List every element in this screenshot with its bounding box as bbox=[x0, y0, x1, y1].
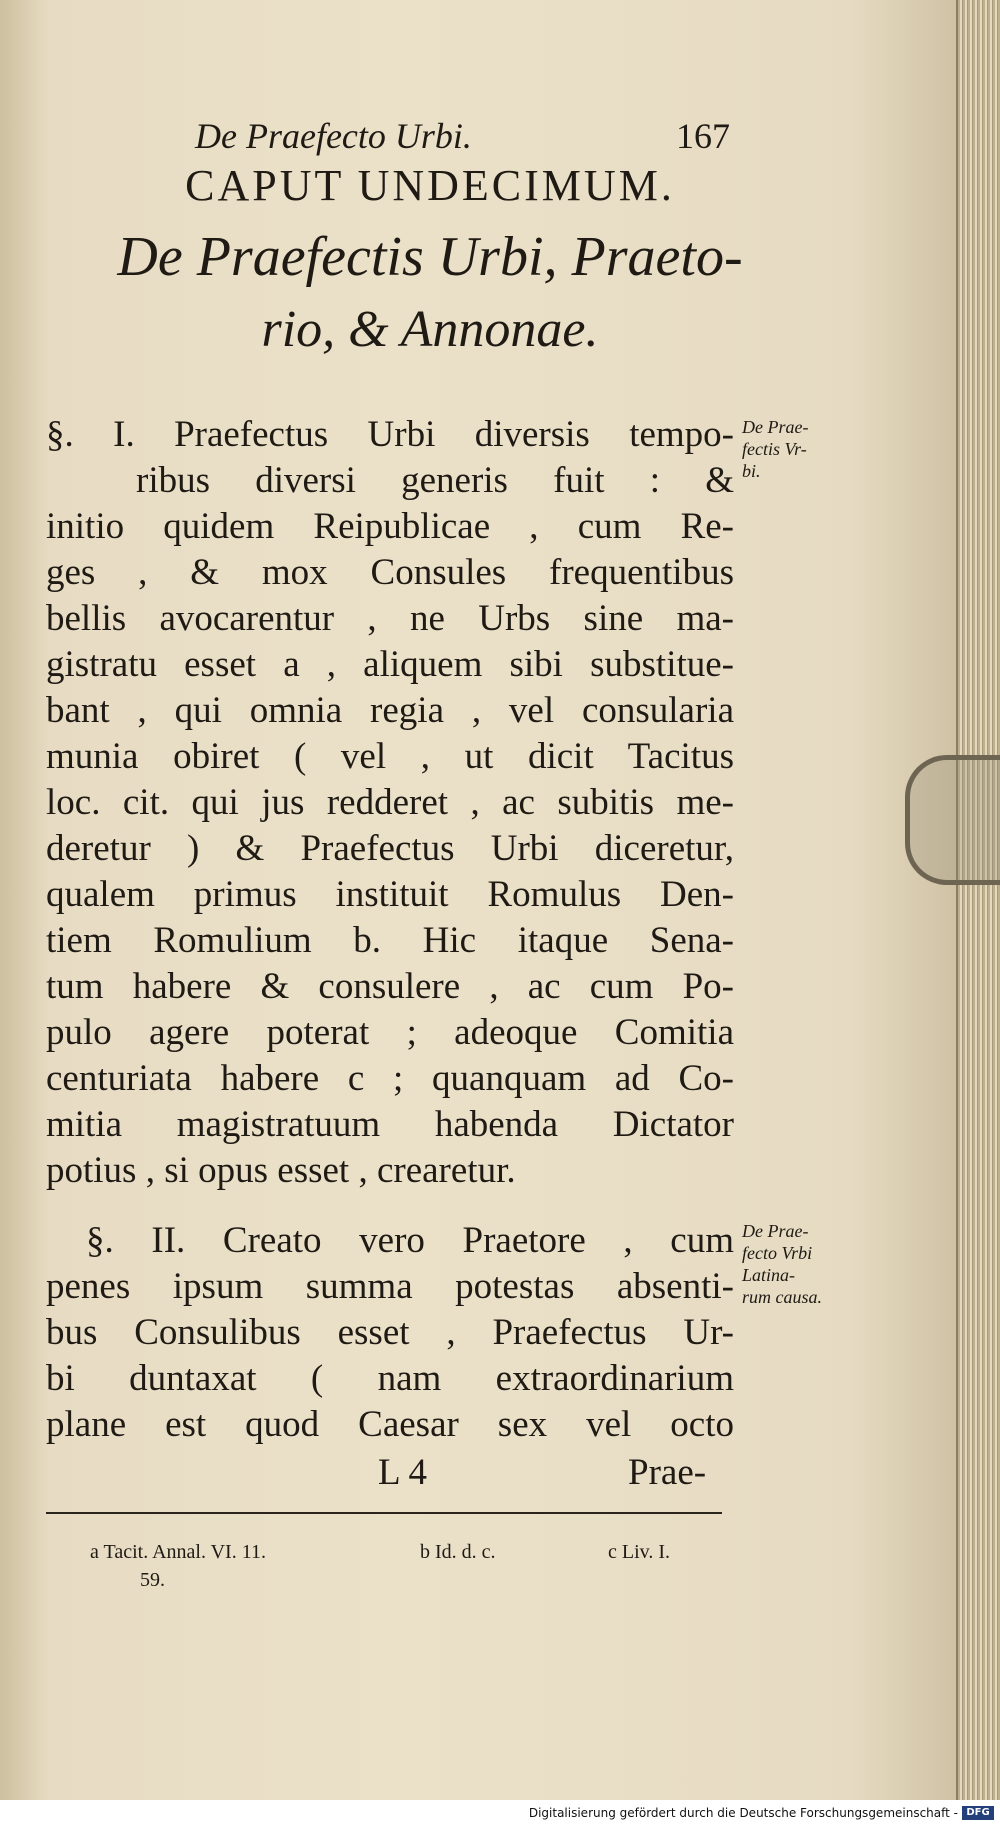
footnote-c: c Liv. I. bbox=[608, 1541, 671, 1563]
book-clip bbox=[905, 755, 1000, 885]
body-line: ges , & mox Consules frequentibus bbox=[46, 552, 734, 593]
body-line: potius , si opus esset , crearetur. bbox=[46, 1150, 516, 1191]
body-line: initio quidem Reipublicae , cum Re- bbox=[46, 506, 734, 547]
body-line: tum habere & consulere , ac cum Po- bbox=[46, 966, 734, 1007]
body-line: tiem Romulium b. Hic itaque Sena- bbox=[46, 920, 734, 961]
body-line: qualem primus instituit Romulus Den- bbox=[46, 874, 734, 915]
body-line: penes ipsum summa potestas absenti- bbox=[46, 1266, 734, 1307]
footnote-a: a Tacit. Annal. VI. 11. 59. bbox=[90, 1541, 266, 1591]
running-head-title: De Praefecto Urbi. bbox=[195, 116, 472, 156]
body-line: bant , qui omnia regia , vel consularia bbox=[46, 690, 734, 731]
body-line: §. II. Creato vero Praetore , cum bbox=[86, 1220, 734, 1261]
body-line: loc. cit. qui jus redderet , ac subitis me- bbox=[46, 782, 734, 823]
body-line: §. I. Praefectus Urbi diversis tempo- bbox=[46, 414, 734, 455]
body-line: bellis avocarentur , ne Urbs sine ma- bbox=[46, 598, 734, 639]
body-line: munia obiret ( vel , ut dicit Tacitus bbox=[46, 736, 734, 777]
footnote-b: b Id. d. c. bbox=[420, 1541, 496, 1563]
body-line: bi duntaxat ( nam extraordinarium bbox=[46, 1358, 734, 1399]
body-line: centuriata habere c ; quanquam ad Co- bbox=[46, 1058, 734, 1099]
page-edges bbox=[956, 0, 1000, 1800]
body-line: pulo agere poterat ; adeoque Comitia bbox=[46, 1012, 734, 1053]
body-line: deretur ) & Praefectus Urbi diceretur, bbox=[46, 828, 734, 869]
footnote-rule bbox=[46, 1512, 722, 1514]
marginal-note-2: De Prae- fecto Vrbi Latina- rum causa. bbox=[742, 1221, 822, 1307]
chapter-title: CAPUT UNDECIMUM. bbox=[185, 161, 675, 210]
catchword: Prae- bbox=[628, 1452, 707, 1493]
signature-mark: L 4 bbox=[378, 1452, 427, 1493]
funding-credit: Digitalisierung gefördert durch die Deutsche Forschungsgemeinschaft - bbox=[528, 1806, 958, 1820]
dfg-logo: DFG bbox=[962, 1806, 994, 1820]
body-line: mitia magistratuum habenda Dictator bbox=[46, 1104, 734, 1145]
running-head bbox=[195, 115, 730, 157]
digitization-footer bbox=[0, 1800, 1000, 1827]
chapter-subtitle-line-2: rio, & Annonae. bbox=[261, 301, 599, 358]
body-line: gistratu esset a , aliquem sibi substitue- bbox=[46, 644, 734, 685]
chapter-subtitle-line-1: De Praefectis Urbi, Praeto- bbox=[117, 226, 743, 288]
body-line: bus Consulibus esset , Praefectus Ur- bbox=[46, 1312, 734, 1353]
body-line: plane est quod Caesar sex vel octo bbox=[46, 1404, 734, 1445]
marginal-note-1: De Prae- fectis Vr- bi. bbox=[742, 417, 809, 481]
page-number: 167 bbox=[676, 116, 730, 156]
body-line: ribus diversi generis fuit : & bbox=[136, 460, 734, 501]
